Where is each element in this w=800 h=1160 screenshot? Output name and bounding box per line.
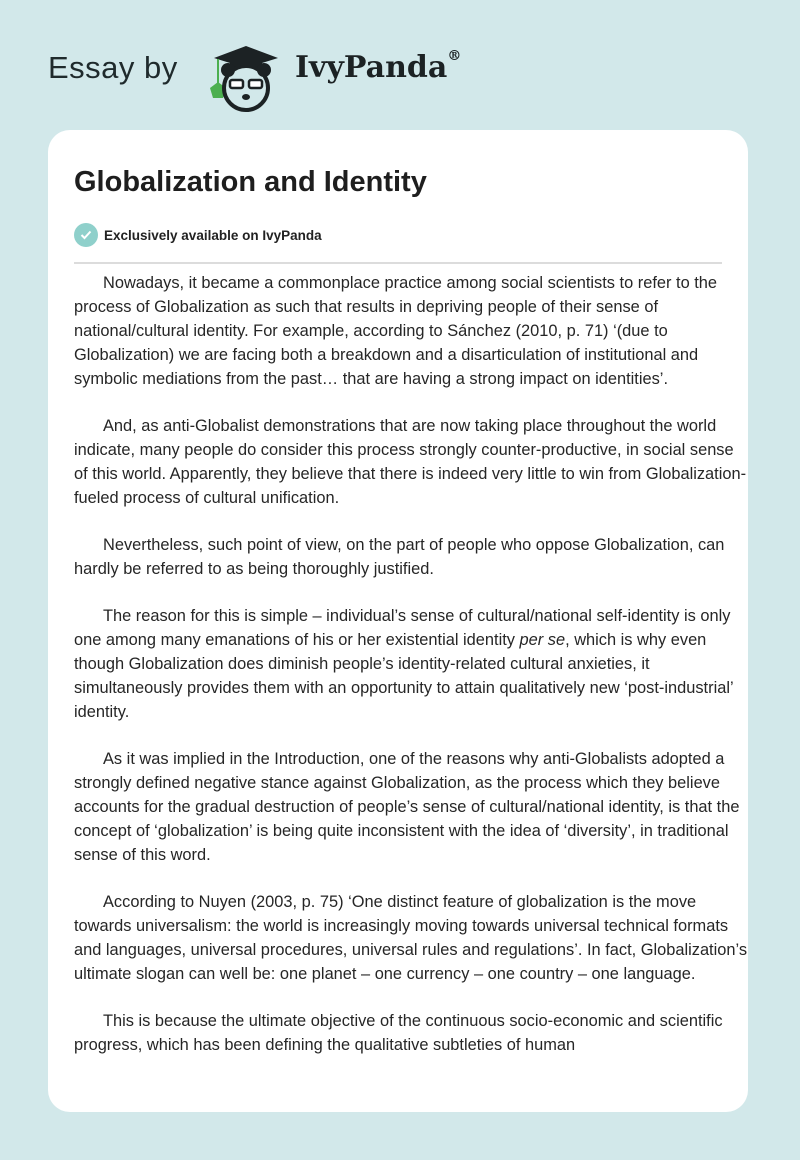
paragraph: The reason for this is simple – individual’s sense of cultural/national self-identity is only one among many emanations of his or her existential identity per se, which is why even though Globalization does diminish people’s identity-related cultural anxieties, it simultaneously provides them with an opportunity to attain qualitatively new ‘post-industrial’ identity. (74, 607, 734, 721)
badge-text: Exclusively available on IvyPanda (104, 227, 322, 243)
essay-card (48, 130, 748, 1112)
paragraph: And, as anti-Globalist demonstrations that are now taking place throughout the world indicate, many people do consider this process strongly counter-productive, in social sense of this world. Apparently, they believe that there is indeed very little to win from Globalization-fueled process of cultural unification. (74, 417, 747, 507)
page-title: Globalization and Identity (74, 166, 427, 198)
ivypanda-logo-icon[interactable] (200, 42, 292, 114)
essay-by-label: Essay by (48, 50, 178, 85)
essay-body (74, 271, 748, 1080)
divider (74, 262, 722, 264)
brand-name[interactable]: IvyPanda® (295, 48, 462, 85)
paragraph: As it was implied in the Introduction, one of the reasons why anti-Globalists adopted a strongly defined negative stance against Globalization, as the process which they believe accounts for the gradual destruction of people’s sense of cultural/national identity, is that the concept of ‘globalization’ is being quite inconsistent with the idea of ‘diversity’, in traditional sense of this word. (74, 750, 740, 864)
paragraph: Nowadays, it became a commonplace practice among social scientists to refer to the process of Globalization as such that results in depriving people of their sense of national/cultural identity. For example, according to Sánchez (2010, p. 71) ‘(due to Globalization) we are facing both a breakdown and a disarticulation of institutional and symbolic mediations from the past… that are having a strong impact on identities’. (74, 274, 718, 388)
paragraph: This is because the ultimate objective of the continuous socio-economic and scientific progress, which has been defining the qualitative subtleties of human (74, 1012, 723, 1054)
exclusive-badge (74, 223, 322, 247)
check-icon (74, 223, 98, 247)
paragraph: Nevertheless, such point of view, on the part of people who oppose Globalization, can hardly be referred to as being thoroughly justified. (74, 536, 725, 578)
paragraph: According to Nuyen (2003, p. 75) ‘One distinct feature of globalization is the move towards universalism: the world is increasingly moving towards universal technical formats and languages, universal procedures, universal rules and regulations’. In fact, Globalization’s ultimate slogan can well be: one planet – one currency – one country – one language. (74, 893, 748, 983)
site-header (0, 28, 800, 108)
